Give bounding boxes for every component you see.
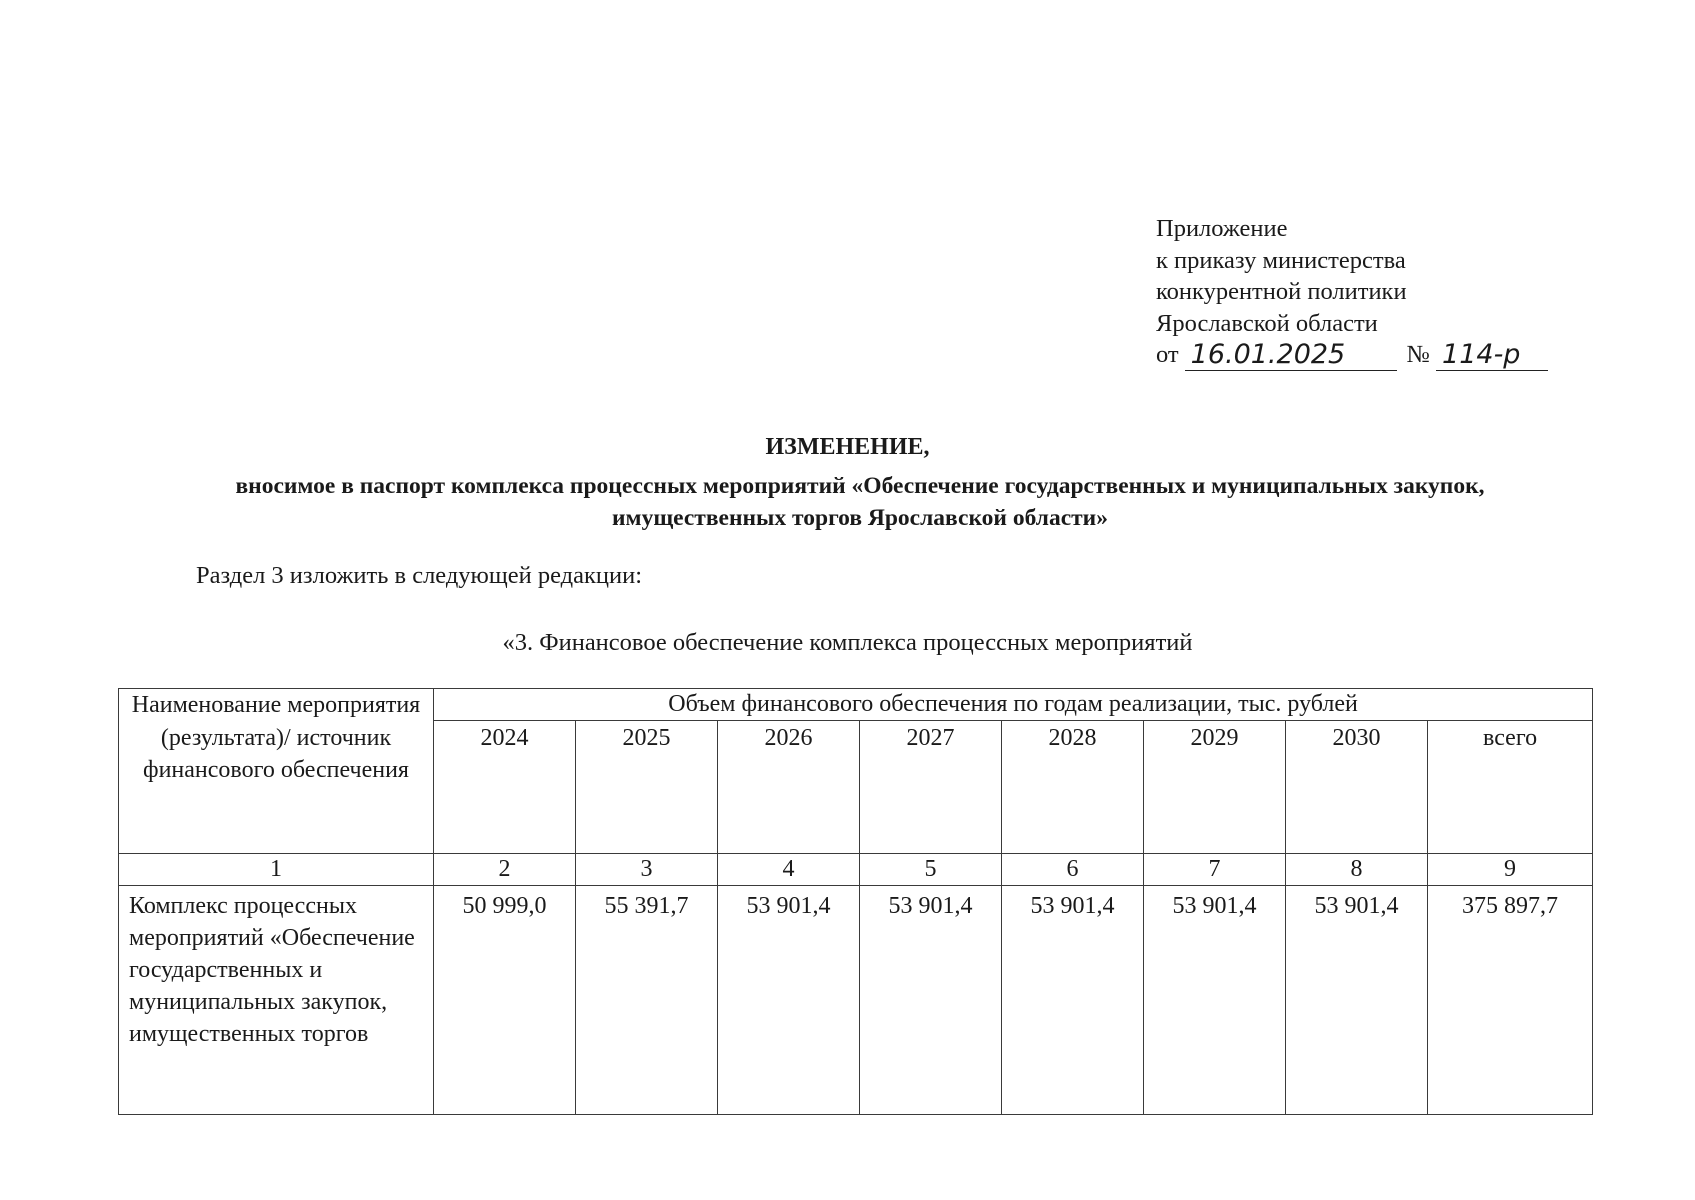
column-number: 2 <box>434 854 576 886</box>
section-heading: «3. Финансовое обеспечение комплекса процессных мероприятий <box>502 629 1193 656</box>
financing-table <box>118 688 1593 1115</box>
appendix-line: Ярославской области <box>1156 309 1378 337</box>
document-subtitle: вносимое в паспорт комплекса процессных мероприятий «Обеспечение государственных и муниципальных закупок, имущественных торгов Ярославской области» <box>235 473 1485 531</box>
value-cell-2027: 53 901,4 <box>860 886 1002 1115</box>
instruction-text: Раздел 3 изложить в следующей редакции: <box>196 562 643 589</box>
column-number: 9 <box>1428 854 1593 886</box>
appendix-line: к приказу министерства <box>1156 246 1406 274</box>
value-cell-2030: 53 901,4 <box>1286 886 1428 1115</box>
column-number: 4 <box>718 854 860 886</box>
appendix-block <box>1156 213 1548 371</box>
year-header-2028: 2028 <box>1002 721 1144 854</box>
column-number: 6 <box>1002 854 1144 886</box>
year-header-2030: 2030 <box>1286 721 1428 854</box>
name-column-header: Наименование мероприятия (результата)/ источник финансового обеспечения <box>119 689 434 854</box>
total-header: всего <box>1428 721 1593 854</box>
appendix-line: конкурентной политики <box>1156 278 1407 305</box>
column-number: 5 <box>860 854 1002 886</box>
order-date-value: 16.01.2025 <box>1185 340 1397 371</box>
year-header-2026: 2026 <box>718 721 860 854</box>
year-header-2024: 2024 <box>434 721 576 854</box>
financing-volume-header: Объем финансового обеспечения по годам реализации, тыс. рублей <box>434 689 1593 721</box>
appendix-line: Приложение <box>1156 215 1288 242</box>
column-number: 1 <box>119 854 434 886</box>
number-sign: № <box>1406 341 1431 368</box>
column-number: 8 <box>1286 854 1428 886</box>
value-cell-2026: 53 901,4 <box>718 886 860 1115</box>
activity-name-cell: Комплекс процессных мероприятий «Обеспечение государственных и муниципальных закупок, имущественных торгов <box>119 886 434 1115</box>
column-number-row <box>119 854 1593 886</box>
value-cell-2025: 55 391,7 <box>576 886 718 1115</box>
value-cell-total: 375 897,7 <box>1428 886 1593 1115</box>
year-header-2027: 2027 <box>860 721 1002 854</box>
table-row <box>119 886 1593 1115</box>
document-title: ИЗМЕНЕНИЕ, <box>765 434 930 460</box>
column-number: 7 <box>1144 854 1286 886</box>
value-cell-2024: 50 999,0 <box>434 886 576 1115</box>
value-cell-2029: 53 901,4 <box>1144 886 1286 1115</box>
value-cell-2028: 53 901,4 <box>1002 886 1144 1115</box>
year-header-2025: 2025 <box>576 721 718 854</box>
year-header-2029: 2029 <box>1144 721 1286 854</box>
from-label: от <box>1156 341 1179 368</box>
order-date-number-row <box>1156 339 1548 371</box>
order-number-value: 114-р <box>1436 340 1548 371</box>
column-number: 3 <box>576 854 718 886</box>
